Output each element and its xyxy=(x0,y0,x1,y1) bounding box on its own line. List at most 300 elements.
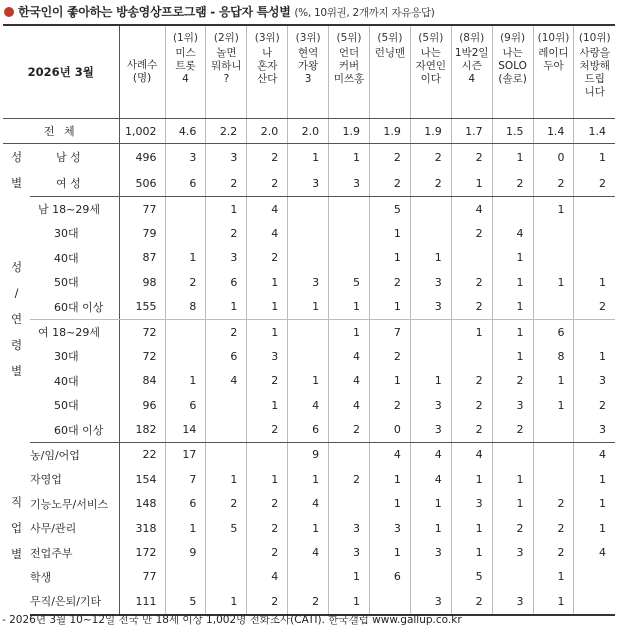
column-header-content xyxy=(452,28,492,116)
table-cell: 8 xyxy=(165,294,206,319)
footnote: - 2026년 3월 10~12일 전국 만 18세 이상 1,002명 전화조사(CATI). 한국갤럽 www.gallup.co.kr xyxy=(2,614,462,626)
table-cell: 2 xyxy=(206,319,247,344)
table-cell: 2 xyxy=(533,516,574,540)
table-cell: 4 xyxy=(288,540,329,564)
column-header xyxy=(288,25,329,119)
table-row xyxy=(3,294,615,319)
title-text: 한국인이 좋아하는 방송영상프로그램 - 응답자 특성별 xyxy=(18,5,291,19)
row-label: 무직/은퇴/기타 xyxy=(30,589,119,614)
table-cell: 4 xyxy=(329,369,370,393)
table-cell: 9 xyxy=(165,540,206,564)
table-cell: 6 xyxy=(165,170,206,196)
table-cell xyxy=(533,467,574,491)
table-cell: 1 xyxy=(206,294,247,319)
table-cell: 2 xyxy=(410,144,451,170)
row-label: 50대 xyxy=(30,393,119,417)
table-cell: 2 xyxy=(206,492,247,516)
table-cell: 2 xyxy=(247,492,288,516)
column-header-content xyxy=(411,28,451,116)
table-cell xyxy=(574,221,615,245)
table-cell: 1 xyxy=(329,144,370,170)
table-cell: 2 xyxy=(329,417,370,442)
table-cell: 2 xyxy=(410,170,451,196)
table-cell: 1 xyxy=(369,221,410,245)
sample-size: 79 xyxy=(119,221,165,245)
table-cell: 1 xyxy=(492,319,533,344)
table-cell: 4 xyxy=(329,393,370,417)
table-cell: 4 xyxy=(574,442,615,467)
table-cell: 1 xyxy=(410,246,451,270)
table-cell: 17 xyxy=(165,442,206,467)
table-cell: 2 xyxy=(492,516,533,540)
table-cell xyxy=(206,442,247,467)
table-cell: 2 xyxy=(492,369,533,393)
table-cell: 2 xyxy=(533,492,574,516)
column-header xyxy=(247,25,288,119)
column-header-content xyxy=(329,28,369,116)
chart-title xyxy=(4,2,435,22)
column-rank: (3위) xyxy=(295,32,321,44)
table-cell: 2 xyxy=(492,417,533,442)
table-cell: 1 xyxy=(288,369,329,393)
program-name: 나는 자연인 이다 xyxy=(415,47,447,85)
table-cell: 2 xyxy=(492,170,533,196)
table-cell: 2.2 xyxy=(206,119,247,144)
row-label: 40대 xyxy=(30,246,119,270)
row-label: 남 성 xyxy=(30,144,119,170)
table-cell: 1.4 xyxy=(574,119,615,144)
table-cell: 1 xyxy=(288,516,329,540)
table-cell: 3 xyxy=(247,344,288,368)
table-cell: 3 xyxy=(329,540,370,564)
table-cell: 4 xyxy=(574,540,615,564)
table-cell: 1 xyxy=(369,467,410,491)
row-label: 여 18~29세 xyxy=(30,319,119,344)
table-cell: 2 xyxy=(369,270,410,294)
table-cell: 1 xyxy=(410,369,451,393)
column-rank: (5위) xyxy=(336,32,362,44)
program-name: 런닝맨 xyxy=(374,47,406,59)
table-cell xyxy=(206,540,247,564)
table-cell: 3 xyxy=(329,170,370,196)
table-cell: 6 xyxy=(533,319,574,344)
sample-size: 87 xyxy=(119,246,165,270)
row-label: 사무/관리 xyxy=(30,516,119,540)
table-cell: 4 xyxy=(288,393,329,417)
table-cell xyxy=(492,442,533,467)
table-cell: 1 xyxy=(533,369,574,393)
table-row xyxy=(3,589,615,614)
table-row xyxy=(3,221,615,245)
table-cell: 1 xyxy=(247,393,288,417)
table-row xyxy=(3,442,615,467)
table-cell: 1 xyxy=(533,589,574,614)
table-cell: 2 xyxy=(451,393,492,417)
sample-size: 84 xyxy=(119,369,165,393)
table-cell xyxy=(288,319,329,344)
sample-size: 172 xyxy=(119,540,165,564)
table-cell: 2 xyxy=(533,170,574,196)
table-cell: 2 xyxy=(288,589,329,614)
table-cell: 2 xyxy=(369,344,410,368)
table-cell: 4 xyxy=(410,467,451,491)
table-cell: 1 xyxy=(492,246,533,270)
sample-size: 496 xyxy=(119,144,165,170)
table-cell: 1 xyxy=(206,196,247,221)
table-cell xyxy=(533,442,574,467)
table-cell: 1 xyxy=(288,467,329,491)
column-header-content xyxy=(493,28,533,116)
column-rank: (3위) xyxy=(254,32,280,44)
sample-size: 182 xyxy=(119,417,165,442)
table-cell: 1 xyxy=(369,369,410,393)
table-cell: 3 xyxy=(410,589,451,614)
column-header xyxy=(574,25,615,119)
row-label: 학생 xyxy=(30,565,119,589)
table-cell: 2 xyxy=(165,270,206,294)
table-row xyxy=(3,246,615,270)
table-cell: 1 xyxy=(451,516,492,540)
table-cell: 6 xyxy=(369,565,410,589)
column-header-content xyxy=(247,28,287,116)
table-cell: 3 xyxy=(492,589,533,614)
table-cell xyxy=(533,221,574,245)
table-cell: 1 xyxy=(410,492,451,516)
table-cell xyxy=(451,344,492,368)
table-cell: 1 xyxy=(247,270,288,294)
table-cell: 1.9 xyxy=(410,119,451,144)
table-cell: 4 xyxy=(288,492,329,516)
table-cell: 1.9 xyxy=(329,119,370,144)
table-cell: 4 xyxy=(329,344,370,368)
row-label: 60대 이상 xyxy=(30,294,119,319)
column-header xyxy=(329,25,370,119)
table-row xyxy=(3,540,615,564)
table-cell xyxy=(533,417,574,442)
table-cell: 1 xyxy=(329,565,370,589)
table-cell xyxy=(288,344,329,368)
table-cell: 8 xyxy=(533,344,574,368)
table-cell: 1 xyxy=(369,294,410,319)
program-name: 나는 SOLO (솔로) xyxy=(498,47,527,85)
table-cell xyxy=(410,319,451,344)
program-name: 언더 커버 미쓰홍 xyxy=(333,47,365,85)
table-cell: 1 xyxy=(574,492,615,516)
table-cell: 3 xyxy=(165,144,206,170)
column-rank: (9위) xyxy=(500,32,526,44)
row-label: 전업주부 xyxy=(30,540,119,564)
table-cell xyxy=(410,565,451,589)
table-cell xyxy=(165,221,206,245)
header-row xyxy=(3,25,615,119)
table-cell: 4 xyxy=(492,221,533,245)
table-cell: 1 xyxy=(369,246,410,270)
table-cell: 14 xyxy=(165,417,206,442)
table-cell xyxy=(574,246,615,270)
column-rank: (2위) xyxy=(213,32,239,44)
row-label: 농/임/어업 xyxy=(30,442,119,467)
table-cell: 0 xyxy=(369,417,410,442)
table-cell: 1 xyxy=(288,144,329,170)
table-cell: 2 xyxy=(369,393,410,417)
table-body xyxy=(3,119,615,615)
table-cell: 1 xyxy=(533,196,574,221)
table-cell xyxy=(247,442,288,467)
table-cell: 3 xyxy=(410,270,451,294)
group-label-text: 성 / 연 령 별 xyxy=(10,260,23,379)
table-cell: 1 xyxy=(247,294,288,319)
table-cell: 2.0 xyxy=(288,119,329,144)
table-row xyxy=(3,417,615,442)
group-label-text: 직 업 별 xyxy=(10,495,23,562)
table-cell xyxy=(574,589,615,614)
table-cell: 1 xyxy=(574,516,615,540)
table-cell: 3 xyxy=(410,417,451,442)
table-cell: 7 xyxy=(369,319,410,344)
table-row-total xyxy=(3,119,615,144)
table-cell: 4 xyxy=(451,196,492,221)
column-rank: (10위) xyxy=(537,32,570,44)
table-cell: 2 xyxy=(574,393,615,417)
table-row xyxy=(3,369,615,393)
table-cell: 2 xyxy=(451,270,492,294)
table-cell: 3 xyxy=(206,246,247,270)
table-cell xyxy=(410,344,451,368)
table-cell xyxy=(165,565,206,589)
row-label: 전 체 xyxy=(3,119,119,144)
program-name: 미스 트롯 4 xyxy=(175,47,196,85)
bullet-icon xyxy=(4,7,14,17)
row-label: 30대 xyxy=(30,344,119,368)
program-name: 현역 가왕 3 xyxy=(298,47,319,85)
table-cell: 4 xyxy=(410,442,451,467)
table-cell: 1 xyxy=(574,144,615,170)
table-cell xyxy=(165,344,206,368)
group-label-text: 성 별 xyxy=(10,150,23,191)
table-cell xyxy=(329,196,370,221)
table-cell: 1 xyxy=(329,319,370,344)
table-cell: 2 xyxy=(369,144,410,170)
table-cell: 2 xyxy=(247,170,288,196)
table-cell: 5 xyxy=(206,516,247,540)
table-cell: 2 xyxy=(247,246,288,270)
table-cell: 1 xyxy=(574,344,615,368)
table-cell: 5 xyxy=(329,270,370,294)
column-header-content xyxy=(288,28,328,116)
table-row xyxy=(3,492,615,516)
row-label: 남 18~29세 xyxy=(30,196,119,221)
table-cell xyxy=(574,196,615,221)
table-cell: 1.7 xyxy=(451,119,492,144)
table-cell: 2 xyxy=(247,516,288,540)
column-header-content xyxy=(370,28,410,116)
table-cell: 1 xyxy=(288,294,329,319)
table-cell: 1 xyxy=(206,467,247,491)
table-cell: 1 xyxy=(329,589,370,614)
table-cell: 4 xyxy=(247,565,288,589)
table-cell: 3 xyxy=(206,144,247,170)
table-cell xyxy=(206,417,247,442)
table-cell xyxy=(329,492,370,516)
table-cell: 1 xyxy=(492,492,533,516)
table-cell: 1 xyxy=(247,467,288,491)
table-row xyxy=(3,516,615,540)
table-cell xyxy=(533,294,574,319)
table-cell: 2.0 xyxy=(247,119,288,144)
table-cell: 2 xyxy=(247,369,288,393)
sample-size: 155 xyxy=(119,294,165,319)
table-cell xyxy=(288,221,329,245)
table-cell: 2 xyxy=(451,589,492,614)
table-cell: 4 xyxy=(369,442,410,467)
program-name: 나 혼자 산다 xyxy=(257,47,278,85)
row-label: 30대 xyxy=(30,221,119,245)
table-cell: 4 xyxy=(247,196,288,221)
table-cell: 2 xyxy=(451,369,492,393)
table-cell: 0 xyxy=(533,144,574,170)
sample-size: 96 xyxy=(119,393,165,417)
row-label: 여 성 xyxy=(30,170,119,196)
sample-size: 154 xyxy=(119,467,165,491)
sample-size: 72 xyxy=(119,319,165,344)
table-cell xyxy=(492,565,533,589)
crosstab-table xyxy=(3,24,615,616)
row-label: 40대 xyxy=(30,369,119,393)
table-cell: 1 xyxy=(451,467,492,491)
table-row xyxy=(3,565,615,589)
column-rank: (5위) xyxy=(418,32,444,44)
column-rank: (1위) xyxy=(172,32,198,44)
column-header xyxy=(492,25,533,119)
column-header xyxy=(533,25,574,119)
table-cell: 2 xyxy=(329,467,370,491)
table-cell: 1 xyxy=(574,270,615,294)
title-subtitle: (%, 10위권, 2개까지 자유응답) xyxy=(294,7,435,19)
table-cell: 2 xyxy=(451,221,492,245)
column-header-content xyxy=(574,28,615,116)
table-cell: 1 xyxy=(574,467,615,491)
column-header-content xyxy=(206,28,246,116)
table-cell xyxy=(206,393,247,417)
table-cell: 2 xyxy=(206,221,247,245)
sample-size: 77 xyxy=(119,565,165,589)
table-cell: 1 xyxy=(165,369,206,393)
table-cell: 2 xyxy=(451,144,492,170)
sample-size: 111 xyxy=(119,589,165,614)
table-row xyxy=(3,196,615,221)
column-header xyxy=(451,25,492,119)
table-cell: 2 xyxy=(533,540,574,564)
column-rank: (10위) xyxy=(578,32,611,44)
table-cell: 2 xyxy=(369,170,410,196)
table-cell: 3 xyxy=(492,540,533,564)
table-cell xyxy=(288,196,329,221)
table-cell: 2 xyxy=(247,589,288,614)
table-row xyxy=(3,393,615,417)
column-header xyxy=(165,25,206,119)
column-rank: (5위) xyxy=(377,32,403,44)
table-cell: 6 xyxy=(165,492,206,516)
table-cell: 5 xyxy=(165,589,206,614)
table-cell: 1 xyxy=(329,294,370,319)
table-cell xyxy=(574,319,615,344)
table-cell: 3 xyxy=(288,170,329,196)
table-cell xyxy=(574,565,615,589)
table-row xyxy=(3,144,615,170)
table-cell: 1 xyxy=(492,294,533,319)
table-cell: 1 xyxy=(165,516,206,540)
table-cell: 3 xyxy=(492,393,533,417)
group-label xyxy=(3,442,30,614)
table-cell: 1 xyxy=(165,246,206,270)
table-cell: 6 xyxy=(206,344,247,368)
table-cell: 1 xyxy=(451,170,492,196)
table-cell: 1.5 xyxy=(492,119,533,144)
table-cell: 1.9 xyxy=(369,119,410,144)
table-cell xyxy=(206,565,247,589)
table-cell xyxy=(329,246,370,270)
sample-size: 506 xyxy=(119,170,165,196)
table-cell xyxy=(369,589,410,614)
table-cell xyxy=(451,246,492,270)
table-cell xyxy=(410,196,451,221)
table-cell xyxy=(288,246,329,270)
table-row xyxy=(3,344,615,368)
group-label xyxy=(3,144,30,197)
table-cell xyxy=(410,221,451,245)
row-label: 기능노무/서비스 xyxy=(30,492,119,516)
sample-size: 1,002 xyxy=(119,119,165,144)
table-cell: 7 xyxy=(165,467,206,491)
table-cell: 1 xyxy=(492,344,533,368)
row-label: 60대 이상 xyxy=(30,417,119,442)
table-cell xyxy=(329,221,370,245)
table-cell: 3 xyxy=(288,270,329,294)
table-row xyxy=(3,270,615,294)
table-row xyxy=(3,319,615,344)
table-cell: 6 xyxy=(206,270,247,294)
table-row xyxy=(3,467,615,491)
table-cell: 3 xyxy=(369,516,410,540)
table-cell: 1 xyxy=(247,319,288,344)
table-cell: 2 xyxy=(247,540,288,564)
column-rank: (8위) xyxy=(459,32,485,44)
table-cell: 2 xyxy=(247,417,288,442)
table-cell: 1 xyxy=(492,467,533,491)
table-cell: 9 xyxy=(288,442,329,467)
table-cell: 2 xyxy=(206,170,247,196)
table-cell: 3 xyxy=(451,492,492,516)
table-cell: 1 xyxy=(492,144,533,170)
table-cell: 1 xyxy=(369,540,410,564)
table-cell: 1 xyxy=(206,589,247,614)
column-header-content xyxy=(166,28,206,116)
table-cell: 1 xyxy=(533,393,574,417)
table-cell: 1 xyxy=(451,319,492,344)
table-cell xyxy=(533,246,574,270)
row-label: 자영업 xyxy=(30,467,119,491)
table-cell: 1 xyxy=(492,270,533,294)
group-label xyxy=(3,196,30,442)
table-cell: 3 xyxy=(410,393,451,417)
table-corner-label: 2026년 3월 xyxy=(3,25,119,119)
table-cell: 1 xyxy=(451,540,492,564)
sample-size: 318 xyxy=(119,516,165,540)
program-name: 사랑을 처방해 드립 니다 xyxy=(579,47,610,98)
table-cell: 4 xyxy=(247,221,288,245)
table-cell: 3 xyxy=(410,294,451,319)
table-cell xyxy=(288,565,329,589)
